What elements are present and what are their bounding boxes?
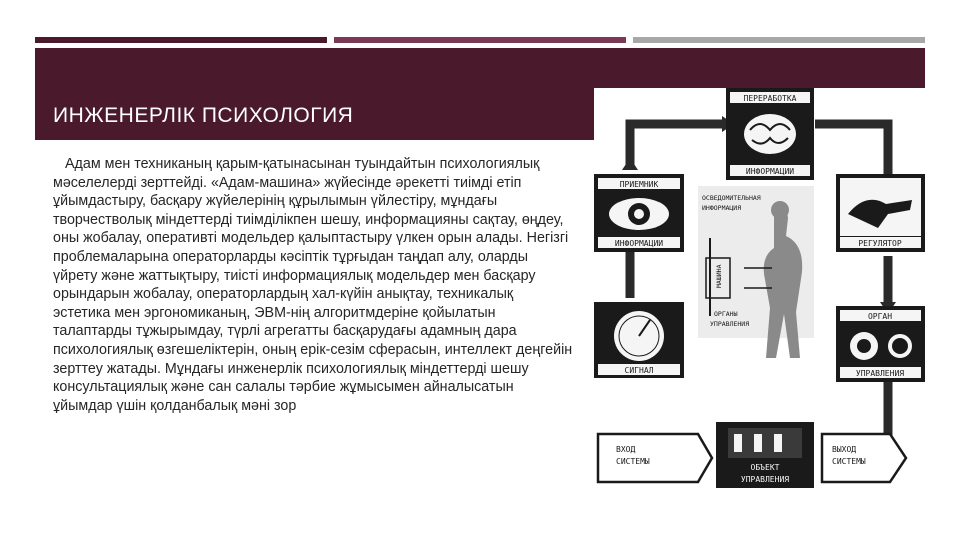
organ-control-block	[836, 306, 925, 382]
output-label-1: ВЫХОД	[832, 445, 857, 454]
object-label-2: УПРАВЛЕНИЯ	[740, 475, 790, 484]
signal-block	[594, 302, 684, 378]
receiver-block	[594, 174, 684, 252]
information-label: ИНФОРМАЦИИ	[614, 239, 664, 248]
slide-title: ИНЖЕНЕРЛІК ПСИХОЛОГИЯ	[53, 104, 354, 127]
accent-bar-mid	[334, 37, 626, 43]
organ-label: ОРГАН	[867, 312, 893, 321]
man-machine-system-diagram	[594, 88, 925, 488]
signal-label: СИГНАЛ	[624, 366, 654, 375]
output-label-2: СИСТЕМЫ	[832, 457, 866, 466]
object-block	[716, 422, 814, 488]
organs-label-1: ОРГАНЫ	[714, 310, 738, 318]
output-block	[822, 434, 906, 482]
arrow-organ-to-output	[882, 378, 888, 440]
processing-block	[726, 88, 814, 180]
arrow-processing-to-regulator	[815, 124, 888, 174]
arrow-receiver-to-processing	[630, 124, 722, 170]
accent-bar-light	[633, 37, 925, 43]
brain-icon	[744, 114, 796, 154]
processing-top-label: ПЕРЕРАБОТКА	[743, 94, 797, 103]
slide-body-text: Адам мен техниканың қарым-қатынасынан туындайтын психологиялық мәселелерді зерттейді. «Адам-машина» жүйесінде әрекетті тиімді етіп ұйымдастыру, басқару жүйелерінің құрылымын үйлестіру, мұндағы творчестволық міндеттерді тиімділікпен шешу, информацияны сақтау, өңдеу, оны жобалау, оперативті модельдер қалыптастыру үлкен орын алады. Негізгі проблемаларына операторларды кәсіптік тұрғыдан таңдап алу, оларды үйрету және жаттықтыру, тиісті информациялық модельдер мен басқару орындарын жобалау, операторлардың хал-күйін анықтау, техникалық эстетика мен эргономиканың, ЭВМ-нің алгоритмдеріне қойылатын талаптарды тұжырымдау, түрлі агрегатты басқарудағы адамның дара психологиялық өзгешеліктерін, оның ерік-сезім сферасын, интеллект деңгейін зерттеу жатады. Мұндағы инженерлік психологиялық міндеттерді шешу консультациялық және сан салалы тәрбие жұмысымен айналысатын ұйымдар үшін қолданбалық мәні зор	[53, 156, 573, 414]
input-label-1: ВХОД	[616, 445, 636, 454]
accent-bar-dark	[35, 37, 327, 43]
regulator-block	[836, 174, 925, 252]
processing-bottom-label: ИНФОРМАЦИИ	[745, 167, 795, 176]
organs-label-2: УПРАВЛЕНИЯ	[710, 320, 750, 328]
operator-head	[771, 201, 789, 219]
input-block	[598, 434, 712, 482]
object-label-1: ОБЪЕКТ	[750, 463, 780, 472]
input-label-2: СИСТЕМЫ	[616, 457, 650, 466]
receiver-label: ПРИЕМНИК	[619, 180, 659, 189]
regulator-label: РЕГУЛЯТОР	[858, 239, 902, 248]
control-label: УПРАВЛЕНИЯ	[855, 369, 905, 378]
machine-label: МАШИНА	[715, 264, 723, 288]
indicating-info-label-2: ИНФОРМАЦИЯ	[702, 204, 742, 212]
indicating-info-label-1: ОСВЕДОМИТЕЛЬНАЯ	[702, 194, 761, 202]
operator-panel	[698, 186, 814, 358]
